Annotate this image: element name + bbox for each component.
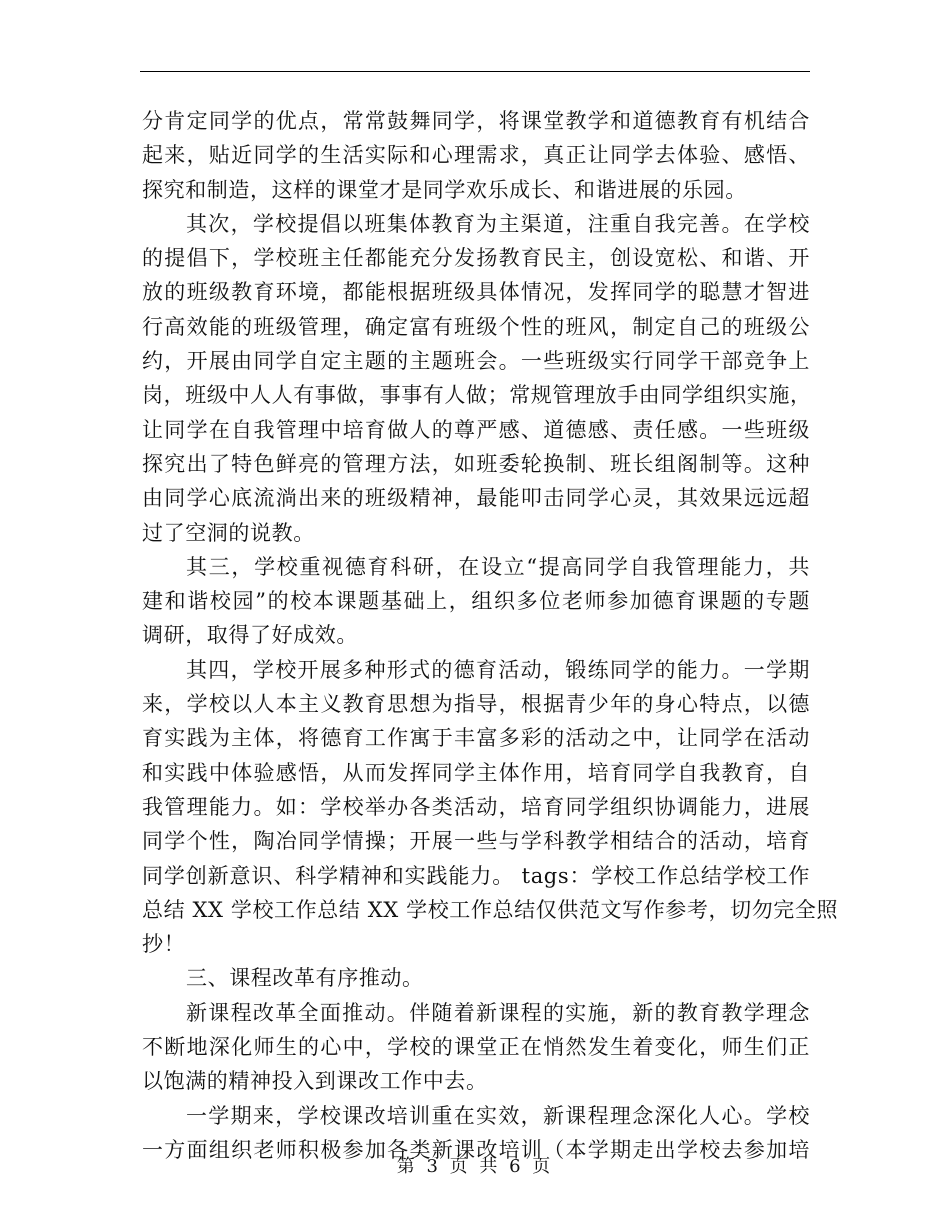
body-line: 我管理能力。如：学校举办各类活动，培育同学组织协调能力，进展 xyxy=(142,794,810,819)
body-line: 和实践中体验感悟，从而发挥同学主体作用，培育同学自我教育，自 xyxy=(142,760,810,785)
document-body xyxy=(142,104,839,1167)
body-line: 来，学校以人本主义教育思想为指导，根据青少年的身心特点，以德 xyxy=(142,692,810,717)
body-line: 让同学在自我管理中培育做人的尊严感、道德感、责任感。一些班级 xyxy=(142,417,810,442)
body-line: 同学个性，陶冶同学情操；开展一些与学科教学相结合的活动，培育 xyxy=(142,829,810,854)
body-line: 建和谐校园”的校本课题基础上，组织多位老师参加德育课题的专题 xyxy=(142,589,810,614)
body-line: 行高效能的班级管理，确定富有班级个性的班风，制定自己的班级公 xyxy=(142,314,810,339)
body-line: 三、课程改革有序推动。 xyxy=(186,966,424,991)
body-line: 调研，取得了好成效。 xyxy=(142,623,358,648)
body-line: 探究出了特色鲜亮的管理方法，如班委轮换制、班长组阁制等。这种 xyxy=(142,451,810,476)
header-rule xyxy=(140,71,810,72)
body-line: 不断地深化师生的心中，学校的课堂正在悄然发生着变化，师生们正 xyxy=(142,1035,810,1060)
body-line: 育实践为主体，将德育工作寓于丰富多彩的活动之中，让同学在活动 xyxy=(142,726,810,751)
body-line: 由同学心底流淌出来的班级精神，最能叩击同学心灵，其效果远远超 xyxy=(142,486,810,511)
body-line: 岗，班级中人人有事做，事事有人做；常规管理放手由同学组织实施， xyxy=(142,383,812,408)
body-line: 一学期来，学校课改培训重在实效，新课程理念深化人心。学校 xyxy=(186,1103,810,1128)
page-number-footer: 第 3 页 共 6 页 xyxy=(396,1156,554,1177)
body-line: 探究和制造，这样的课堂才是同学欢乐成长、和谐进展的乐园。 xyxy=(142,177,747,202)
body-line: 的提倡下，学校班主任都能充分发扬教育民主，创设宽松、和谐、开 xyxy=(142,246,810,271)
body-line: 过了空洞的说教。 xyxy=(142,520,315,545)
body-line: 其次，学校提倡以班集体教育为主渠道，注重自我完善。在学校 xyxy=(186,211,810,236)
body-line: 总结 XX 学校工作总结 XX 学校工作总结仅供范文写作参考，切勿完全照 xyxy=(142,897,839,922)
body-line: 其三，学校重视德育科研，在设立“提高同学自我管理能力，共 xyxy=(186,554,810,579)
body-line: 放的班级教育环境，都能根据班级具体情况，发挥同学的聪慧才智进 xyxy=(142,280,810,305)
body-line: 同学创新意识、科学精神和实践能力。 tags：学校工作总结学校工作 xyxy=(142,863,810,888)
body-line: 一方面组织老师积极参加各类新课改培训（本学期走出学校去参加培 xyxy=(142,1137,810,1162)
body-line: 分肯定同学的优点，常常鼓舞同学，将课堂教学和道德教育有机结合 xyxy=(142,109,810,133)
body-line: 以饱满的精神投入到课改工作中去。 xyxy=(142,1069,488,1094)
body-line: 新课程改革全面推动。伴随着新课程的实施，新的教育教学理念 xyxy=(186,1000,810,1025)
body-line: 起来，贴近同学的生活实际和心理需求，真正让同学去体验、感悟、 xyxy=(142,143,810,168)
body-line: 其四，学校开展多种形式的德育活动，锻练同学的能力。一学期 xyxy=(186,657,810,682)
body-line: 抄！ xyxy=(142,932,186,957)
body-line: 约，开展由同学自定主题的主题班会。一些班级实行同学干部竞争上 xyxy=(142,349,810,374)
